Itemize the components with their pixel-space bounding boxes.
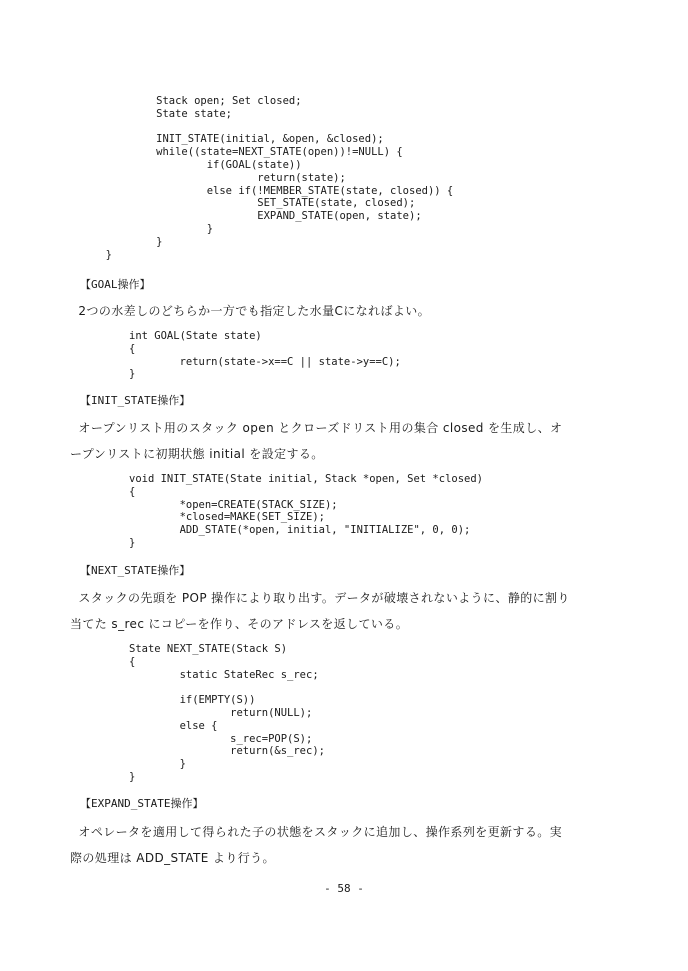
heading-next-state: 【NEXT_STATE操作】 (80, 564, 191, 577)
para-next-state: スタックの先頭を POP 操作により取り出す。データが破壊されないように、静的に割り 当てた s_rec にコピーを作り、そのアドレスを返している。 (70, 591, 570, 631)
code-goal: int GOAL(State state) { return(state->x==C || state->y==C); } (129, 330, 401, 381)
para-init-state: オープンリスト用のスタック open とクローズドリスト用の集合 closed を生成し、オ ープンリストに初期状態 initial を設定する。 (70, 421, 563, 461)
code-main-loop: Stack open; Set closed; State state; INIT_STATE(initial, &open, &closed); while((state=NEXT_STATE(open))!=NULL) { if(GOAL(state)) return(state); else if(!MEMBER_STATE(state, closed)) { SET_STATE(state, closed); EXPAND_STATE(open, state); } } } (105, 95, 454, 261)
heading-init-state: 【INIT_STATE操作】 (80, 394, 191, 407)
code-init-state: void INIT_STATE(State initial, Stack *open, Set *closed) { *open=CREATE(STACK_SIZE); *closed=MAKE(SET_SIZE); ADD_STATE(*open, initial, "INITIALIZE", 0, 0); } (129, 473, 484, 549)
page-number: - 58 - (324, 882, 364, 895)
heading-expand-state: 【EXPAND_STATE操作】 (80, 797, 204, 810)
para-expand-state: オペレータを適用して得られた子の状態をスタックに追加し、操作系列を更新する。実 際の処理は ADD_STATE より行う。 (70, 825, 563, 865)
code-next-state: State NEXT_STATE(Stack S) { static StateRec s_rec; if(EMPTY(S)) return(NULL); else { s_rec=POP(S); return(&s_rec); } } (129, 643, 325, 783)
heading-goal: 【GOAL操作】 (80, 278, 151, 291)
para-goal: 2つの水差しのどちらか一方でも指定した水量Cになればよい。 (70, 304, 431, 318)
